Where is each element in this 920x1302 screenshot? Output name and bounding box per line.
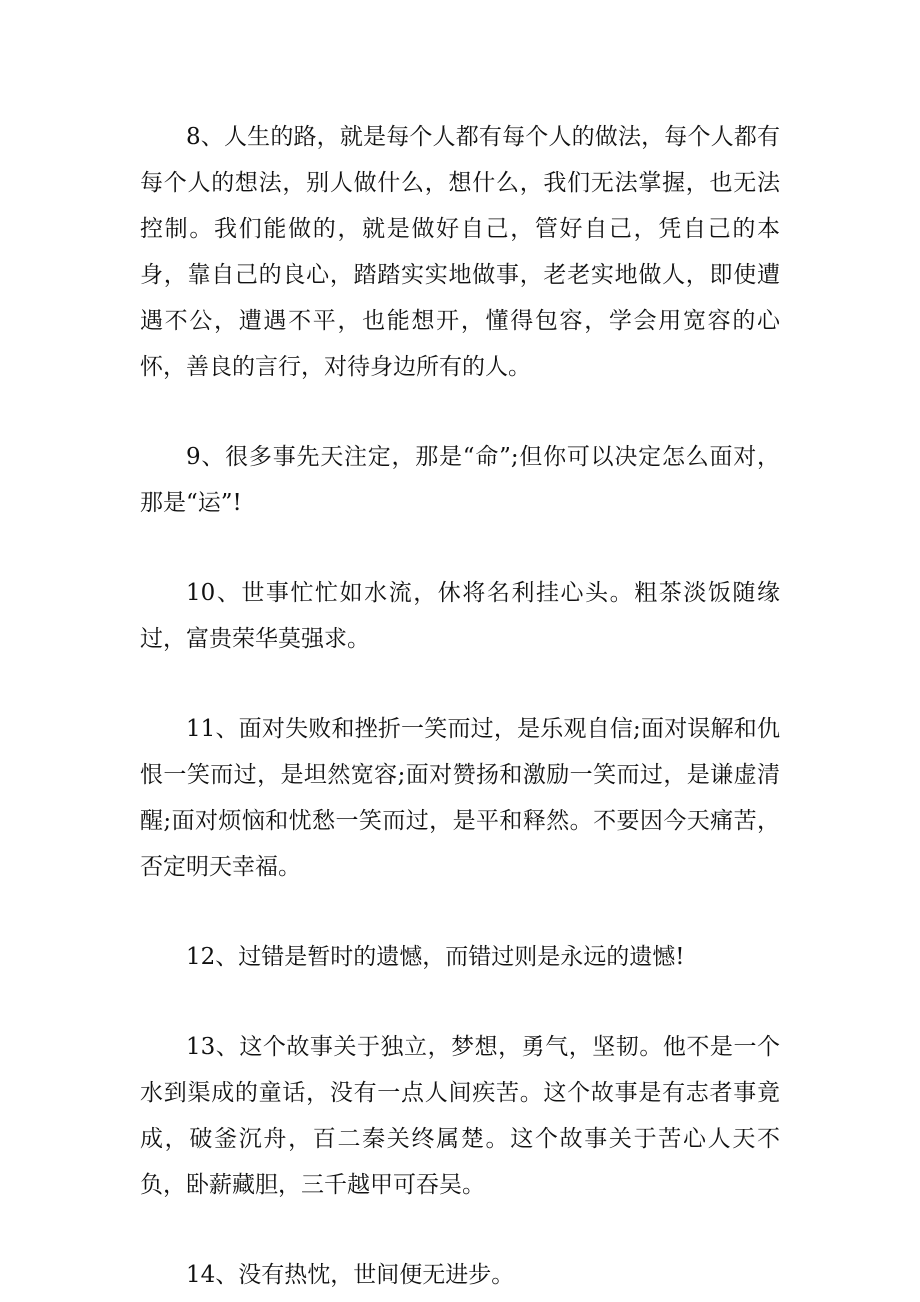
- paragraph-14: 14、没有热忱，世间便无进步。: [186, 1262, 515, 1288]
- paragraph-11: 11、面对失败和挫折一笑而过，是乐观自信;面对误解和仇恨一笑而过，是坦然宽容;面对赞扬和激励一笑而过，是谦虚清醒;面对烦恼和忧愁一笑而过，是平和释然。不要因今天痛苦，否定明天幸福。: [140, 716, 780, 880]
- document-body: [140, 114, 780, 1298]
- paragraph-9: 9、很多事先天注定，那是“命”;但你可以决定怎么面对，那是“运”!: [140, 444, 780, 516]
- paragraph-8: 8、人生的路，就是每个人都有每个人的做法，每个人都有每个人的想法，别人做什么，想什么，我们无法掌握，也无法控制。我们能做的，就是做好自己，管好自己，凭自己的本身，靠自己的良心，踏踏实实地做事，老老实地做人，即使遭遇不公，遭遇不平，也能想开，懂得包容，学会用宽容的心怀，善良的言行，对待身边所有的人。: [140, 124, 780, 380]
- paragraph-10: 10、世事忙忙如水流，休将名利挂心头。粗茶淡饭随缘过，富贵荣华莫强求。: [140, 580, 780, 652]
- paragraph-13: 13、这个故事关于独立，梦想，勇气，坚韧。他不是一个水到渠成的童话，没有一点人间疾苦。这个故事是有志者事竟成，破釜沉舟，百二秦关终属楚。这个故事关于苦心人天不负，卧薪藏胆，三千越甲可吞吴。: [140, 1034, 780, 1198]
- paragraph-12: 12、过错是暂时的遗憾，而错过则是永远的遗憾!: [186, 944, 685, 970]
